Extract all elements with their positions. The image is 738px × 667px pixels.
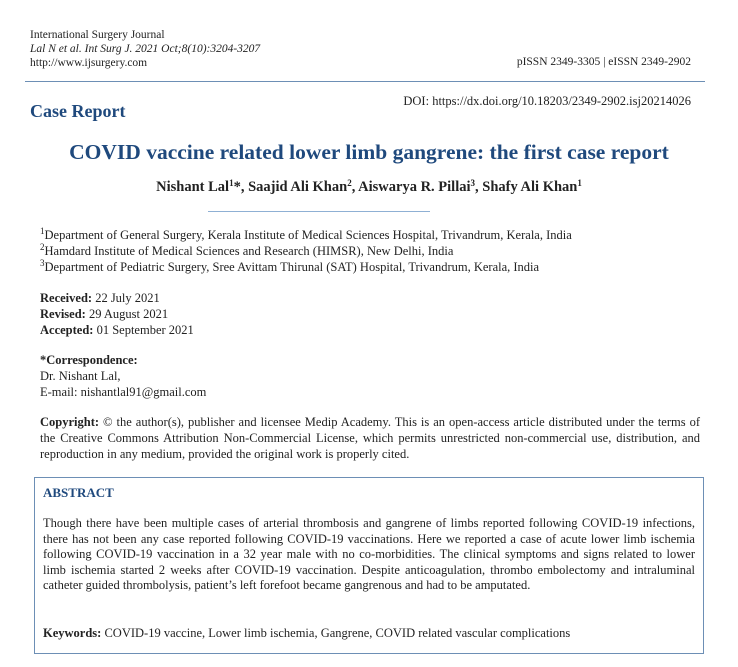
author-affiliation-number: 2 [347, 178, 352, 188]
affiliation-text: Department of General Surgery, Kerala Institute of Medical Sciences Hospital, Trivandrum, Kerala, India [44, 228, 572, 242]
received-date [40, 291, 160, 306]
correspondence-email[interactable]: E-mail: nishantlal91@gmail.com [40, 385, 207, 399]
author-separator: , [240, 179, 249, 195]
journal-name: International Surgery Journal [30, 29, 165, 41]
correspondence-label: *Correspondence: [40, 353, 138, 367]
affiliation-number: 3 [40, 258, 45, 268]
author [358, 179, 482, 195]
affiliation [40, 244, 453, 259]
keywords-label: Keywords: [43, 626, 102, 640]
copyright-text: © the author(s), publisher and licensee Medip Academy. This is an open-access article distributed under the terms of the Creative Commons Attribution Non-Commercial License, which permits unrestricted non-commercial use, distribution, and reproduction in any medium, provided the original work is properly cited. [40, 415, 700, 461]
affiliation-text: Department of Pediatric Surgery, Sree Avittam Thirunal (SAT) Hospital, Trivandrum, Kerala, India [44, 260, 540, 274]
author-separator: , [351, 179, 359, 195]
header-divider [25, 81, 705, 82]
keywords [43, 626, 570, 641]
corresponding-mark: * [233, 179, 241, 195]
author [248, 179, 358, 195]
issn: pISSN 2349-3305 | eISSN 2349-2902 [516, 56, 691, 68]
doi[interactable]: DOI: https://dx.doi.org/10.18203/2349-2902.isj20214026 [403, 94, 691, 108]
author [482, 179, 582, 195]
journal-url[interactable]: http://www.ijsurgery.com [30, 57, 148, 69]
copyright-label: Copyright: [40, 415, 100, 429]
author-name: Shafy Ali Khan [482, 179, 578, 195]
author-name: Aiswarya R. Pillai [358, 179, 471, 195]
revised-label: Revised: [40, 307, 86, 321]
article-title: COVID vaccine related lower limb gangrene: the first case report [69, 140, 669, 164]
author [156, 179, 248, 195]
author-separator: , [475, 179, 483, 195]
accepted-value: 01 September 2021 [93, 323, 194, 337]
revised-date [40, 307, 168, 322]
revised-value: 29 August 2021 [85, 307, 169, 321]
abstract-heading: ABSTRACT [43, 485, 114, 500]
author-name: Saajid Ali Khan [248, 179, 348, 195]
affiliation [40, 260, 539, 275]
author-affiliation-number: 1 [577, 178, 582, 188]
article-type: Case Report [30, 101, 126, 121]
author-list [0, 179, 738, 196]
affiliation [40, 228, 572, 243]
abstract-text: Though there have been multiple cases of arterial thrombosis and gangrene of limbs reported following COVID-19 infections, there has not been any case reported following COVID-19 vaccinations. Here we reported a case of acute lower limb ischemia following COVID-19 vaccination in a 32 year male with no co-morbidities. The clinical symptoms and signs related to lower limb ischemia started 2 weeks after COVID-19 vaccination. Despite anticoagulation, thrombo embolectomy and intraluminal catheter guided thrombolysis, patient’s left forefoot became gangrenous and had to be amputated. [43, 516, 695, 592]
accepted-label: Accepted: [40, 323, 94, 337]
author-name: Nishant Lal [156, 179, 230, 195]
copyright-notice [40, 414, 700, 462]
affiliation-text: Hamdard Institute of Medical Sciences and Research (HIMSR), New Delhi, India [44, 244, 454, 258]
author-affiliation-number: 1 [229, 178, 234, 188]
citation: Lal N et al. Int Surg J. 2021 Oct;8(10):3204-3207 [30, 43, 261, 55]
correspondence-name: Dr. Nishant Lal, [40, 369, 121, 383]
keywords-text: COVID-19 vaccine, Lower limb ischemia, Gangrene, COVID related vascular complications [101, 626, 571, 640]
received-label: Received: [40, 291, 93, 305]
author-affiliation-number: 3 [470, 178, 476, 188]
author-divider [208, 211, 430, 212]
affiliation-number: 2 [40, 242, 45, 252]
received-value: 22 July 2021 [92, 291, 160, 305]
accepted-date [40, 323, 194, 338]
affiliation-number: 1 [40, 226, 45, 236]
